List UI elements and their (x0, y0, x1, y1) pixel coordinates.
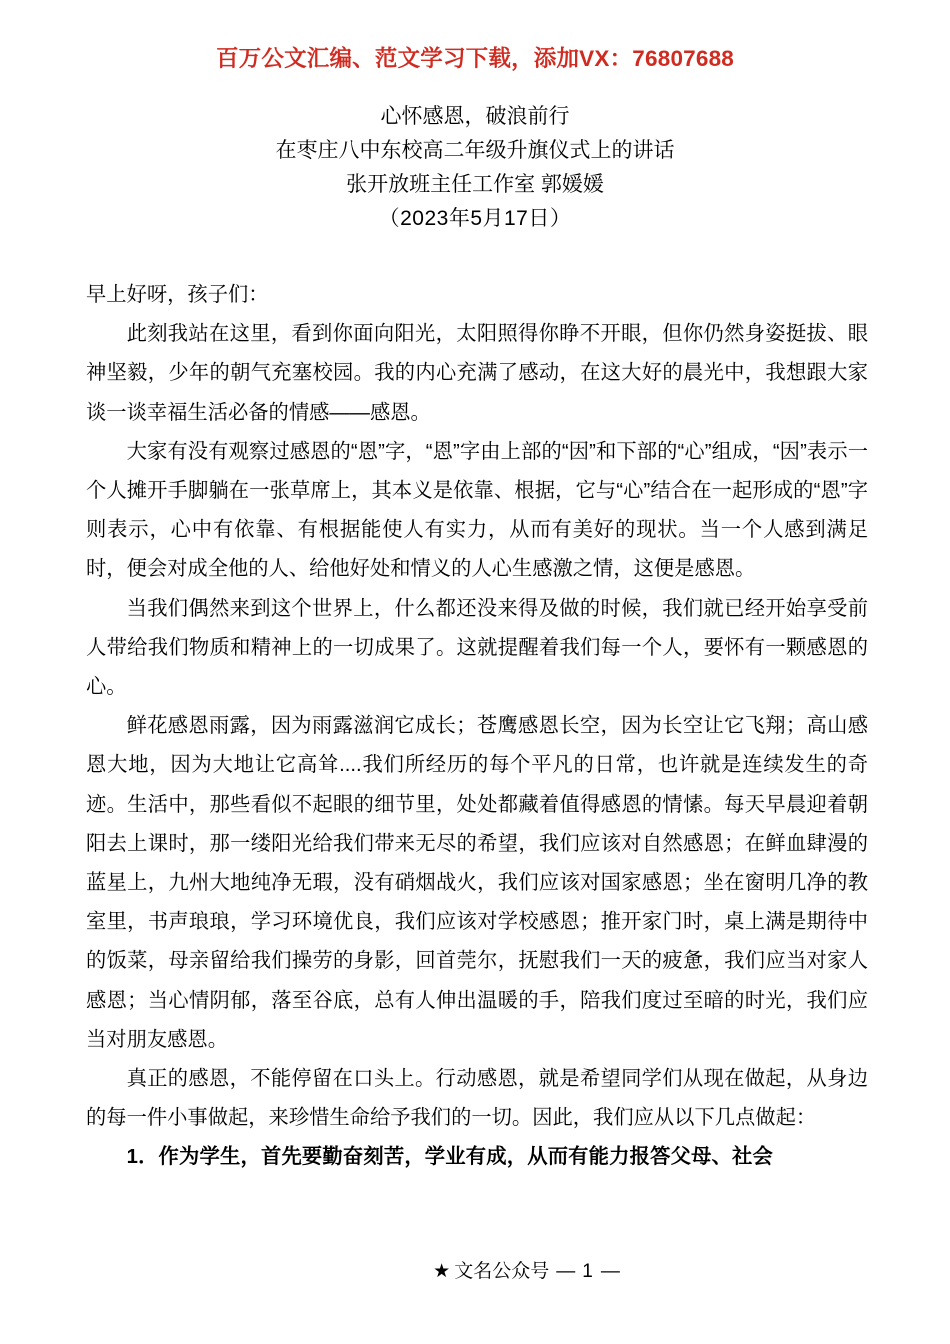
document-title-subtitle: 在枣庄八中东校高二年级升旗仪式上的讲话 (275, 139, 675, 162)
body-paragraph-4: 鲜花感恩雨露，因为雨露滋润它成长；苍鹰感恩长空，因为长空让它飞翔；高山感恩大地，因为大地让它高耸....我们所经历的每个平凡的日常，也许就是连续发生的奇迹。生活中，那些看似不起眼的细节里，处处都藏着值得感恩的情愫。每天早晨迎着朝阳去上课时，那一缕阳光给我们带来无尽的希望，我们应该对自然感恩；在鲜血肆漫的蓝星上，九州大地纯净无瑕，没有硝烟战火，我们应该对国家感恩；坐在窗明几净的教室里，书声琅琅，学习环境优良，我们应该对学校感恩；推开家门时，桌上满是期待中的饭菜，母亲留给我们操劳的身影，回首莞尔，抚慰我们一天的疲惫，我们应当对家人感恩；当心情阴郁，落至谷底，总有人伸出温暖的手，陪我们度过至暗的时光，我们应当对朋友感恩。 (86, 715, 868, 1051)
body-paragraph-3: 当我们偶然来到这个世界上，什么都还没来得及做的时候，我们就已经开始享受前人带给我们物质和精神上的一切成果了。这就提醒着我们每一个人，要怀有一颗感恩的心。 (86, 597, 868, 699)
footer-dash-right: — (600, 1261, 620, 1282)
footer-account-name: 文名公众号 (454, 1261, 550, 1282)
footer-dash-left: — (556, 1261, 576, 1282)
page-number: 1 (582, 1261, 594, 1282)
body-paragraph-1: 此刻我站在这里，看到你面向阳光，太阳照得你睁不开眼，但你仍然身姿挺拔、眼神坚毅，少年的朝气充塞校园。我的内心充满了感动，在这大好的晨光中，我想跟大家谈一谈幸福生活必备的情感——感恩。 (86, 323, 868, 424)
document-title-main: 心怀感恩，破浪前行 (380, 105, 570, 128)
document-body (86, 276, 868, 1178)
body-paragraph-2: 大家有没有观察过感恩的“恩”字，“恩”字由上部的“因”和下部的“心”组成，“因”表示一个人摊开手脚躺在一张草席上，其本义是依靠、根据，它与“心”结合在一起形成的“恩”字则表示，心中有依靠、有根据能使人有实力，从而有美好的现状。当一个人感到满足时，便会对成全他的人、给他好处和情义的人心生感激之情，这便是感恩。 (86, 440, 868, 581)
body-paragraph-5: 真正的感恩，不能停留在口头上。行动感恩，就是希望同学们从现在做起，从身边的每一件小事做起，来珍惜生命给予我们的一切。因此，我们应从以下几点做起： (86, 1068, 868, 1130)
document-title-author: 张开放班主任工作室 郭媛媛 (346, 173, 604, 196)
salutation: 早上好呀，孩子们： (86, 284, 269, 306)
promo-banner: 百万公文汇编、范文学习下载，添加VX：76807688 (215, 46, 735, 71)
numbered-item-1: 1．作为学生，首先要勤奋刻苦，学业有成，从而有能力报答父母、社会 (126, 1146, 773, 1169)
page-footer (0, 1259, 950, 1285)
document-title-date: （2023年5月17日） (378, 207, 572, 230)
document-title-block (0, 100, 950, 236)
star-icon: ★ (433, 1261, 451, 1282)
